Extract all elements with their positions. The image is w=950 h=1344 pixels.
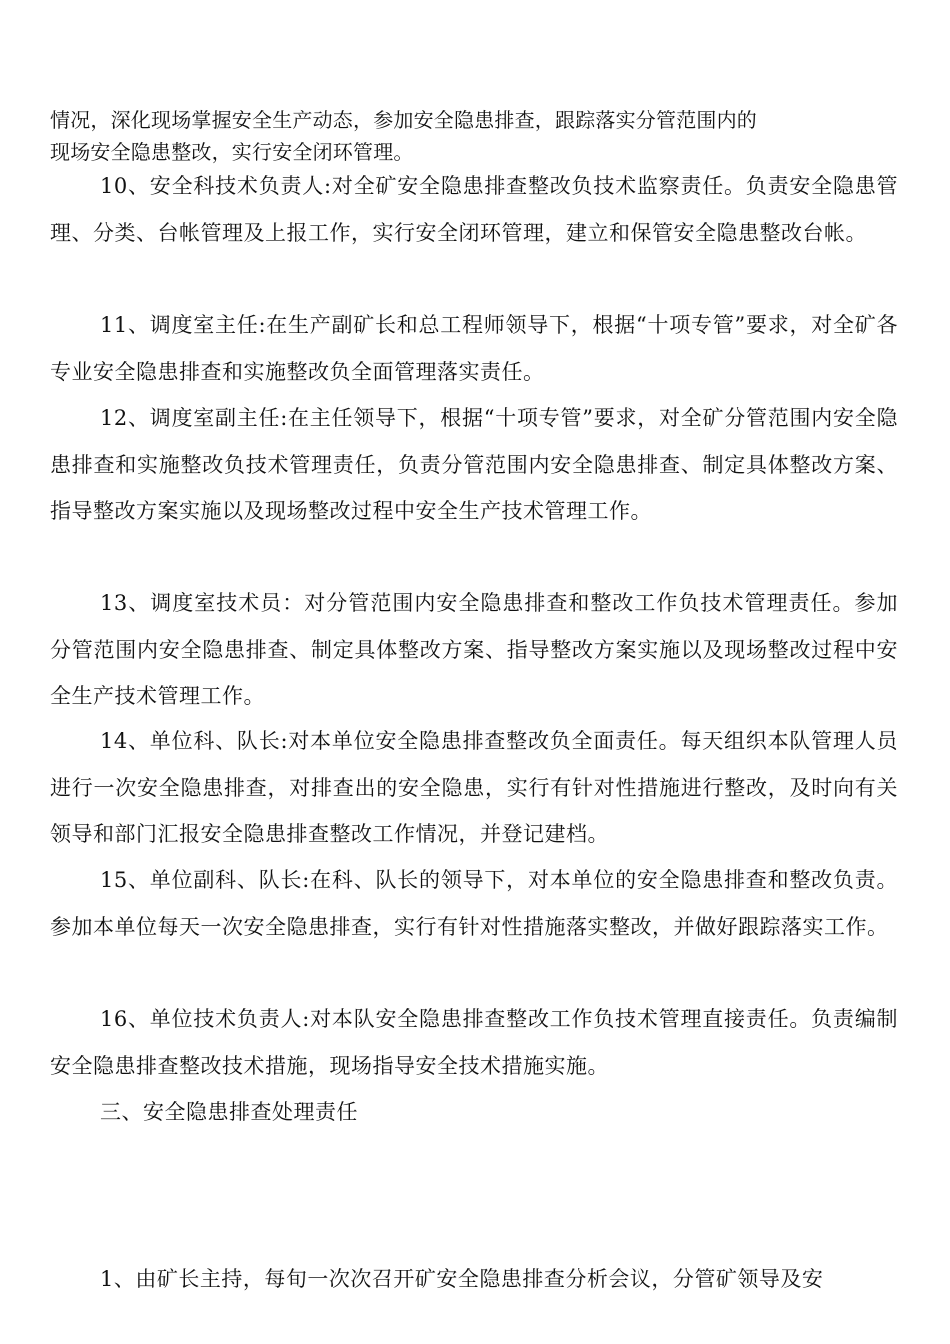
paragraph-16: 16、单位技术负责人:对本队安全隐患排查整改工作负技术管理直接责任。负责编制安全隐患排查整改技术措施，现场指导安全技术措施实施。 (50, 1007, 898, 1078)
paragraph-13: 13、调度室技术员：对分管范围内安全隐患排查和整改工作负技术管理责任。参加分管范围内安全隐患排查、制定具体整改方案、指导整改方案实施以及现场整改过程中安全生产技术管理工作。 (50, 591, 898, 708)
paragraph-10: 10、安全科技术负责人:对全矿安全隐患排查整改负技术监察责任。负责安全隐患管理、分类、台帐管理及上报工作，实行安全闭环管理，建立和保管安全隐患整改台帐。 (50, 174, 898, 245)
paragraph-11: 11、调度室主任:在生产副矿长和总工程师领导下，根据“十项专管”要求，对全矿各专业安全隐患排查和实施整改负全面管理落实责任。 (50, 313, 898, 384)
paragraph-12: 12、调度室副主任:在主任领导下，根据“十项专管”要求，对全矿分管范围内安全隐患排查和实施整改负技术管理责任，负责分管范围内安全隐患排查、制定具体整改方案、指导整改方案实施以及现场整改过程中安全生产技术管理工作。 (50, 406, 898, 523)
paragraph-15: 15、单位副科、队长:在科、队长的领导下，对本单位的安全隐患排查和整改负责。参加本单位每天一次安全隐患排查，实行有针对性措施落实整改，并做好跟踪落实工作。 (50, 868, 898, 939)
continuation-line-2: 现场安全隐患整改，实行安全闭环管理。 (50, 140, 414, 164)
section-heading: 三、安全隐患排查处理责任 (100, 1100, 358, 1124)
continuation-line-1: 情况，深化现场掌握安全生产动态，参加安全隐患排查，跟踪落实分管范围内的 (50, 108, 757, 132)
paragraph-section-3-1: 1、由矿长主持，每旬一次次召开矿安全隐患排查分析会议，分管矿领导及安 (100, 1267, 824, 1291)
continuation-text (50, 104, 898, 168)
paragraph-14: 14、单位科、队长:对本单位安全隐患排查整改负全面责任。每天组织本队管理人员进行一次安全隐患排查，对排查出的安全隐患，实行有针对性措施进行整改，及时向有关领导和部门汇报安全隐患排查整改工作情况，并登记建档。 (50, 729, 898, 846)
